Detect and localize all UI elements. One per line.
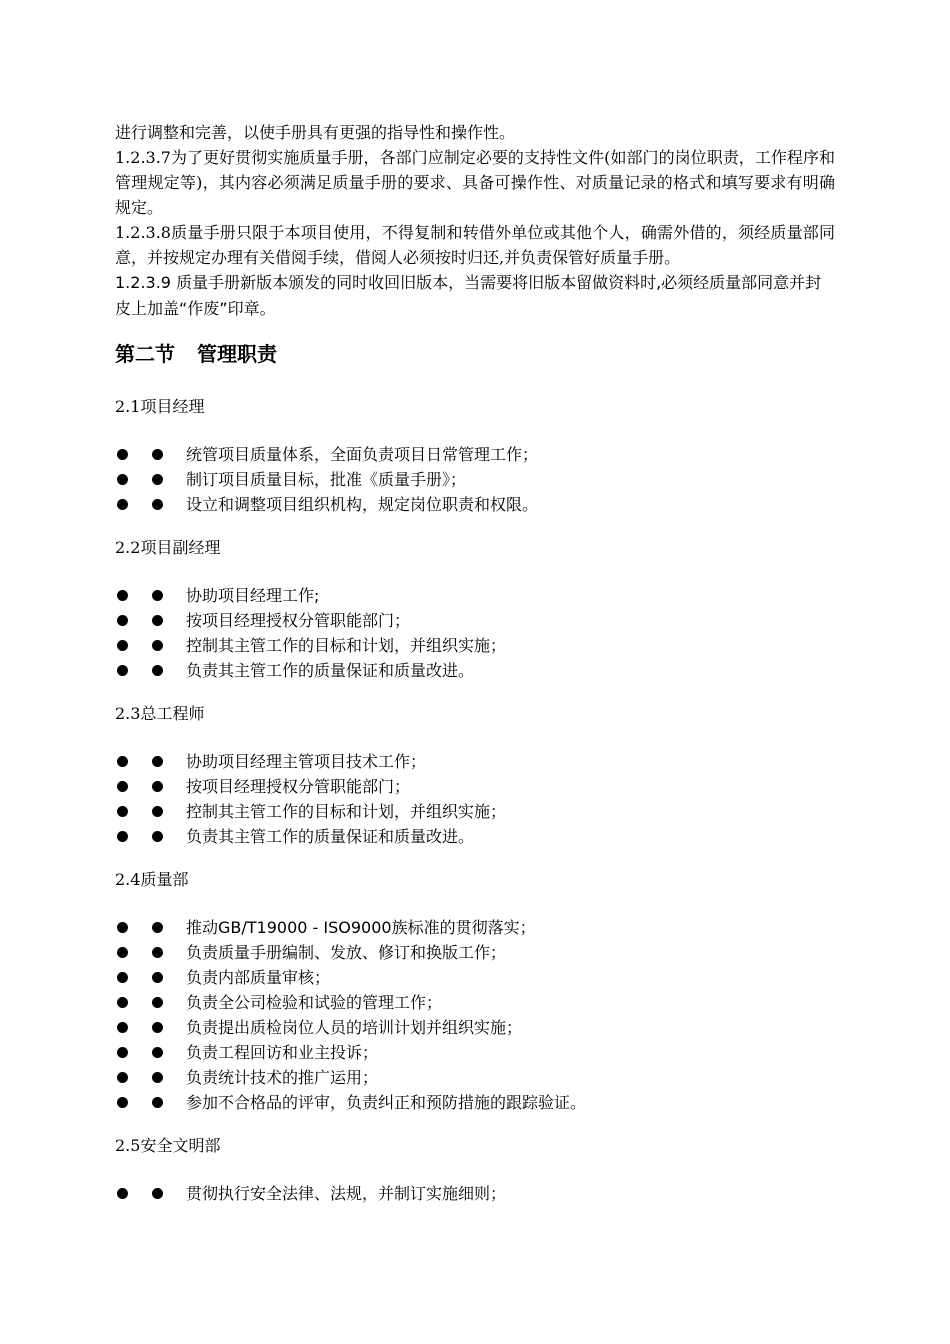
list-item: 统管项目质量体系，全面负责项目日常管理工作； (115, 442, 835, 467)
bullet-icon (152, 590, 163, 601)
bullet-icon (117, 831, 128, 842)
intro-paragraph-1: 进行调整和完善，以使手册具有更强的指导性和操作性。 (115, 123, 516, 142)
bullet-icon (117, 1022, 128, 1033)
bullet-icon (152, 474, 163, 485)
bullet-icon (117, 449, 128, 460)
list-item: 按项目经理授权分管职能部门； (115, 608, 835, 633)
section-number: 第二节 (115, 342, 175, 366)
bullet-icon (117, 1097, 128, 1108)
list-item: 协助项目经理工作; (115, 583, 835, 608)
bullet-icon (152, 1072, 163, 1083)
bullet-icon (152, 781, 163, 792)
role-title-project-manager: 2.1项目经理 (115, 397, 205, 416)
role-duties-safety-dept (115, 1181, 835, 1206)
bullet-icon (117, 1047, 128, 1058)
bullet-icon (117, 997, 128, 1008)
bullet-icon (117, 474, 128, 485)
list-item: 负责统计技术的推广运用； (115, 1065, 835, 1090)
bullet-icon (117, 590, 128, 601)
bullet-icon (152, 972, 163, 983)
bullet-icon (117, 972, 128, 983)
bullet-icon (152, 1022, 163, 1033)
bullet-icon (152, 831, 163, 842)
intro-paragraph-4: 1.2.3.9 质量手册新版本颁发的同时收回旧版本，当需要将旧版本留做资料时,必须经质量部同意并封皮上加盖“作废”印章。 (115, 273, 822, 318)
bullet-icon (117, 1188, 128, 1199)
list-item: 制订项目质量目标，批准《质量手册》； (115, 467, 835, 492)
role-duties-chief-engineer (115, 749, 835, 849)
role-duties-quality-dept (115, 915, 835, 1115)
list-item: 负责全公司检验和试验的管理工作； (115, 990, 835, 1015)
intro-paragraph-2: 1.2.3.7为了更好贯彻实施质量手册，各部门应制定必要的支持性文件(如部门的岗位职责，工作程序和管理规定等)，其内容必须满足质量手册的要求、具备可操作性、对质量记录的格式和填写要求有明确规定。 (115, 148, 835, 217)
list-item: 负责其主管工作的质量保证和质量改进。 (115, 658, 835, 683)
role-duties-project-manager (115, 442, 835, 517)
list-item: 参加不合格品的评审，负责纠正和预防措施的跟踪验证。 (115, 1090, 835, 1115)
bullet-icon (117, 1072, 128, 1083)
bullet-icon (152, 947, 163, 958)
bullet-icon (117, 756, 128, 767)
role-title-chief-engineer: 2.3总工程师 (115, 704, 205, 723)
bullet-icon (152, 449, 163, 460)
bullet-icon (117, 947, 128, 958)
bullet-icon (117, 615, 128, 626)
bullet-icon (117, 781, 128, 792)
document-page (115, 120, 835, 1206)
bullet-icon (117, 499, 128, 510)
list-item: 推动GB/T19000 - ISO9000族标准的贯彻落实； (115, 915, 835, 940)
bullet-icon (152, 665, 163, 676)
section-heading (115, 330, 835, 378)
bullet-icon (152, 997, 163, 1008)
role-duties-deputy-manager (115, 583, 835, 683)
bullet-icon (152, 1188, 163, 1199)
list-item: 协助项目经理主管项目技术工作； (115, 749, 835, 774)
section-title: 管理职责 (197, 342, 277, 366)
bullet-icon (152, 922, 163, 933)
bullet-icon (117, 806, 128, 817)
bullet-icon (152, 640, 163, 651)
bullet-icon (152, 615, 163, 626)
bullet-icon (117, 922, 128, 933)
bullet-icon (152, 806, 163, 817)
list-item: 控制其主管工作的目标和计划，并组织实施； (115, 799, 835, 824)
role-title-quality-dept: 2.4质量部 (115, 870, 189, 889)
intro-paragraph-3: 1.2.3.8质量手册只限于本项目使用，不得复制和转借外单位或其他个人，确需外借的，须经质量部同意，并按规定办理有关借阅手续，借阅人必须按时归还,并负责保管好质量手册。 (115, 223, 835, 267)
bullet-icon (117, 640, 128, 651)
list-item: 负责提出质检岗位人员的培训计划并组织实施； (115, 1015, 835, 1040)
bullet-icon (152, 1097, 163, 1108)
bullet-icon (117, 665, 128, 676)
bullet-icon (152, 756, 163, 767)
list-item: 设立和调整项目组织机构，规定岗位职责和权限。 (115, 492, 835, 517)
bullet-icon (152, 1047, 163, 1058)
list-item: 负责工程回访和业主投诉； (115, 1040, 835, 1065)
list-item: 按项目经理授权分管职能部门； (115, 774, 835, 799)
role-title-safety-dept: 2.5安全文明部 (115, 1136, 221, 1155)
list-item: 负责质量手册编制、发放、修订和换版工作； (115, 940, 835, 965)
role-title-deputy-manager: 2.2项目副经理 (115, 538, 221, 557)
list-item: 控制其主管工作的目标和计划，并组织实施； (115, 633, 835, 658)
bullet-icon (152, 499, 163, 510)
list-item: 负责其主管工作的质量保证和质量改进。 (115, 824, 835, 849)
list-item: 贯彻执行安全法律、法规，并制订实施细则； (115, 1181, 835, 1206)
list-item: 负责内部质量审核； (115, 965, 835, 990)
